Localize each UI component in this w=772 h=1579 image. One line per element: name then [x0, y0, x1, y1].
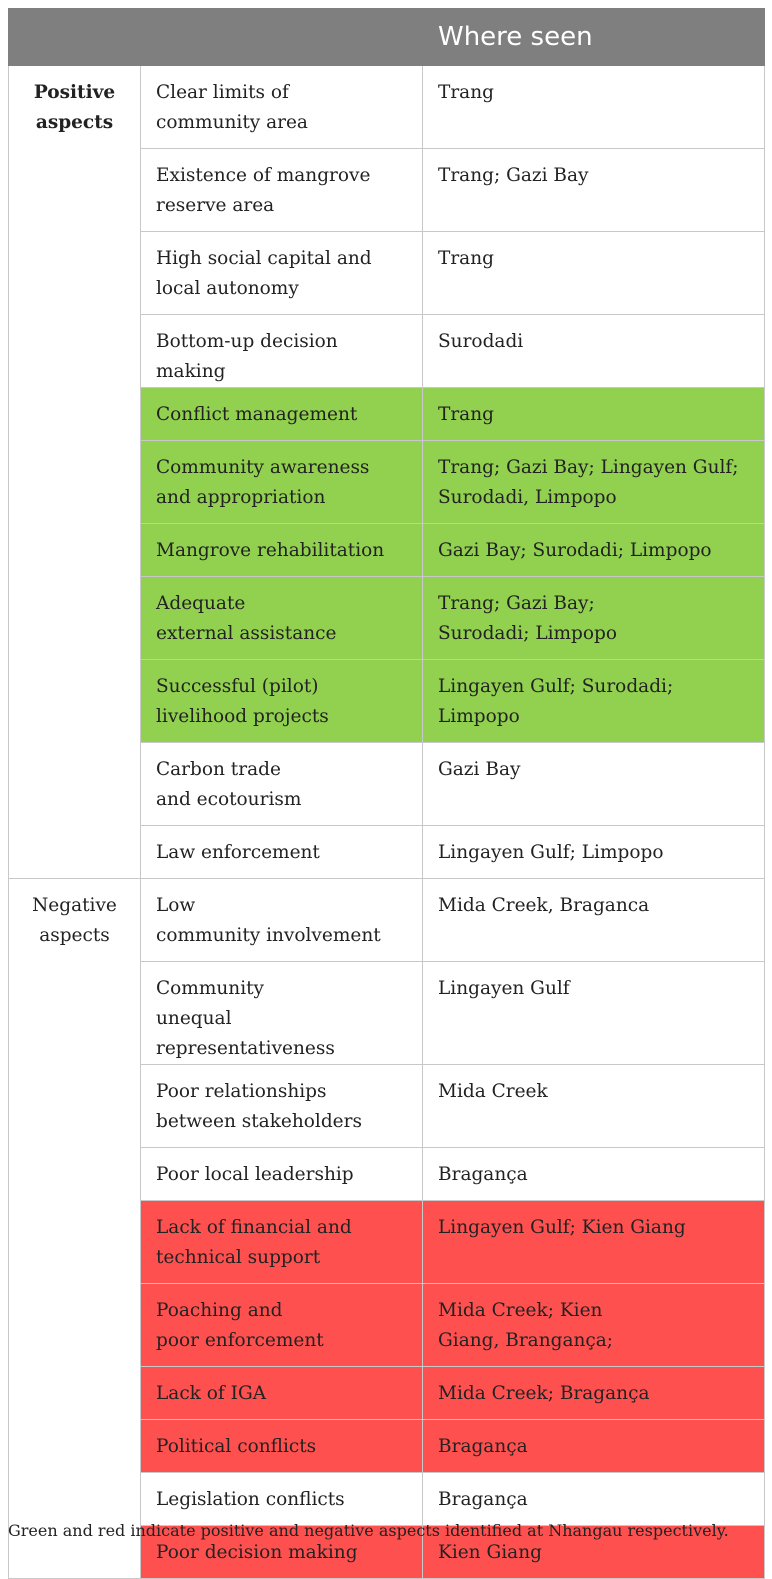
header-blank-1 [9, 9, 141, 66]
where-cell: Mida Creek, Braganca [423, 879, 765, 962]
where-cell: Mida Creek; Kien Giang, Brangança; [423, 1284, 765, 1367]
where-cell: Kien Giang [423, 1526, 765, 1579]
aspect-cell: Poaching and poor enforcement [141, 1284, 423, 1367]
aspect-cell: Political conflicts [141, 1420, 423, 1473]
where-cell: Bragança [423, 1420, 765, 1473]
table-row [9, 879, 765, 962]
aspect-cell: Existence of mangrove reserve area [141, 149, 423, 232]
aspect-cell: Lack of financial and technical support [141, 1201, 423, 1284]
where-cell: Trang [423, 66, 765, 149]
aspect-cell: Poor decision making [141, 1526, 423, 1579]
table-footnote: Green and red indicate positive and negative aspects identified at Nhangau respectively. [8, 1521, 729, 1540]
where-cell: Surodadi [423, 315, 765, 388]
aspect-cell: Carbon trade and ecotourism [141, 743, 423, 826]
aspect-cell: Bottom-up decision making [141, 315, 423, 388]
where-cell: Lingayen Gulf; Limpopo [423, 826, 765, 879]
table-row [9, 66, 765, 149]
where-cell: Trang; Gazi Bay; Surodadi; Limpopo [423, 577, 765, 660]
aspect-cell: High social capital and local autonomy [141, 232, 423, 315]
aspect-cell: Community unequal representativeness [141, 962, 423, 1065]
aspect-cell: Community awareness and appropriation [141, 441, 423, 524]
header-blank-2 [141, 9, 423, 66]
group-positive-label: Positive aspects [9, 66, 141, 879]
where-cell: Gazi Bay; Surodadi; Limpopo [423, 524, 765, 577]
aspect-cell: Clear limits of community area [141, 66, 423, 149]
aspect-cell: Lack of IGA [141, 1367, 423, 1420]
group-negative-label: Negative aspects [9, 879, 141, 1579]
where-cell: Lingayen Gulf; Surodadi; Limpopo [423, 660, 765, 743]
aspect-cell: Law enforcement [141, 826, 423, 879]
where-cell: Trang; Gazi Bay; Lingayen Gulf; Surodadi, Limpopo [423, 441, 765, 524]
aspect-cell: Conflict management [141, 388, 423, 441]
where-cell: Lingayen Gulf [423, 962, 765, 1065]
where-cell: Trang; Gazi Bay [423, 149, 765, 232]
where-cell: Trang [423, 232, 765, 315]
header-where-seen: Where seen [423, 9, 765, 66]
where-cell: Trang [423, 388, 765, 441]
aspect-cell: Mangrove rehabilitation [141, 524, 423, 577]
aspects-table [8, 8, 765, 1579]
aspect-cell: Adequate external assistance [141, 577, 423, 660]
aspect-cell: Legislation conflicts [141, 1473, 423, 1526]
where-cell: Gazi Bay [423, 743, 765, 826]
header-row [9, 9, 765, 66]
where-cell: Bragança [423, 1148, 765, 1201]
where-cell: Mida Creek; Bragança [423, 1367, 765, 1420]
aspect-cell: Successful (pilot) livelihood projects [141, 660, 423, 743]
where-cell: Mida Creek [423, 1065, 765, 1148]
aspect-cell: Low community involvement [141, 879, 423, 962]
where-cell: Lingayen Gulf; Kien Giang [423, 1201, 765, 1284]
aspect-cell: Poor relationships between stakeholders [141, 1065, 423, 1148]
where-cell: Bragança [423, 1473, 765, 1526]
aspect-cell: Poor local leadership [141, 1148, 423, 1201]
